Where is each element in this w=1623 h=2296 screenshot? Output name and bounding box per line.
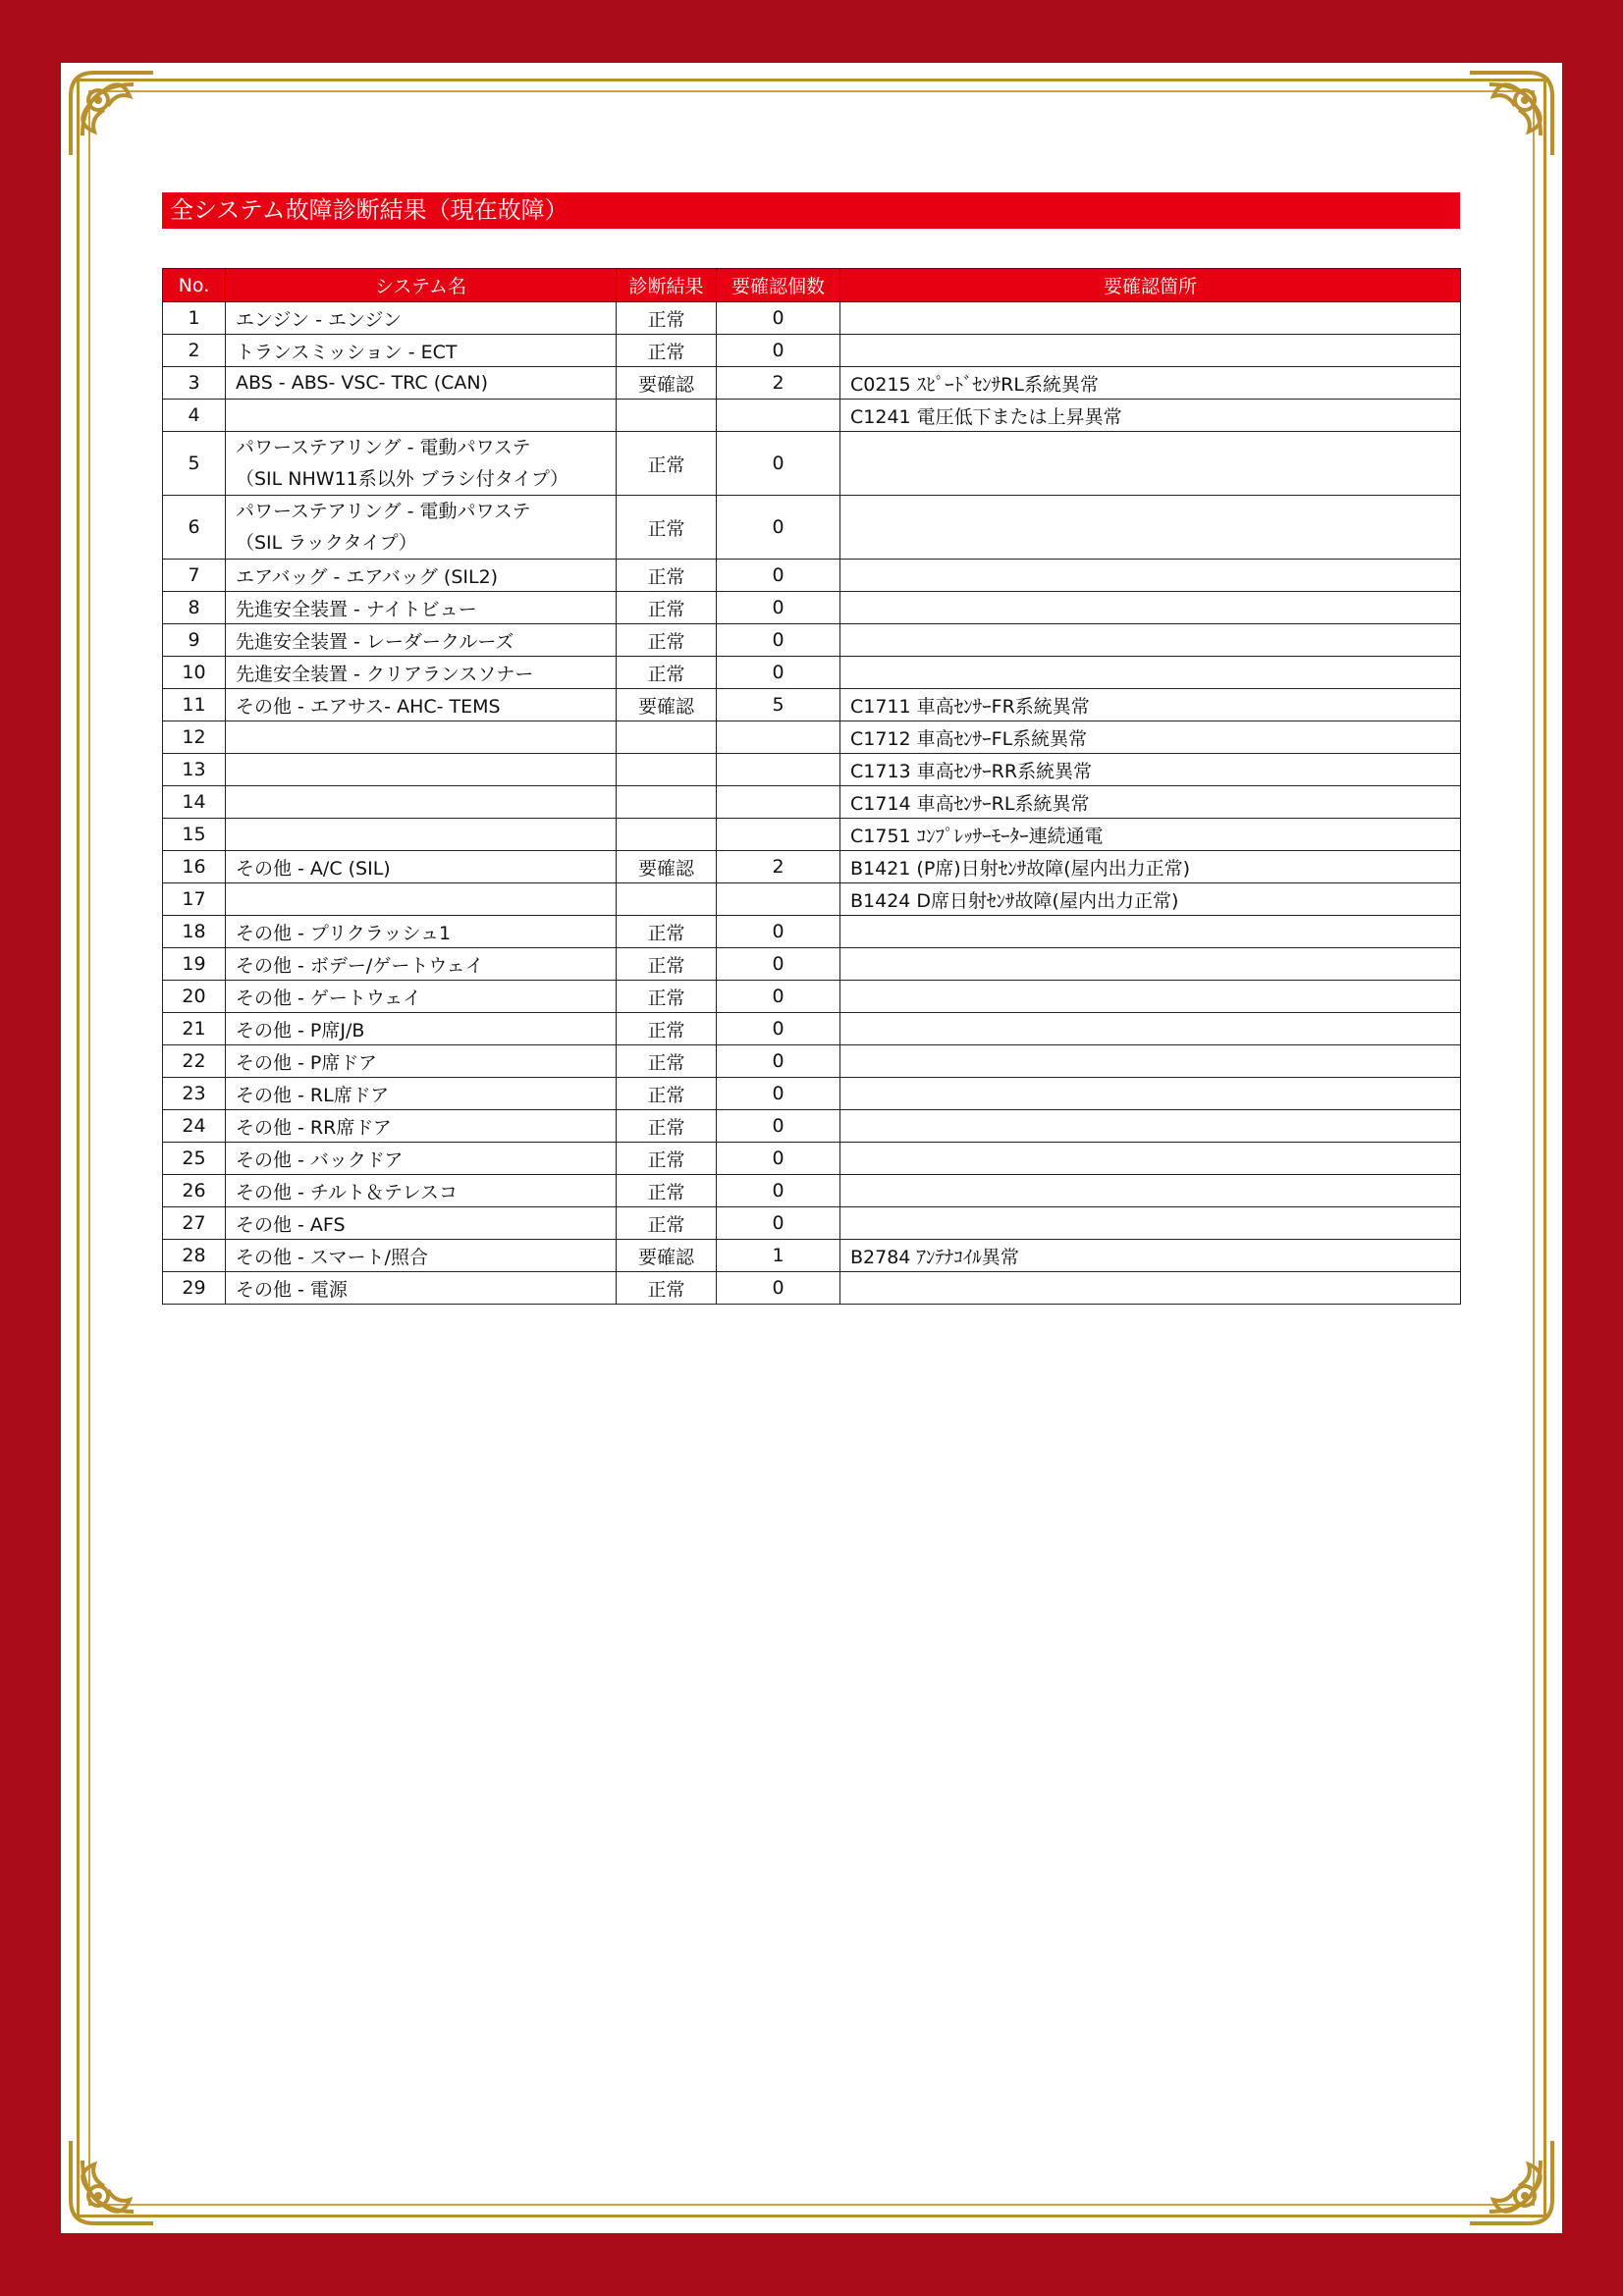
table-row xyxy=(163,432,1461,496)
cell-system: その他 - RL席ドア xyxy=(226,1078,617,1110)
cell-result: 正常 xyxy=(617,1013,717,1045)
cell-system: その他 - バックドア xyxy=(226,1143,617,1175)
cell-system: その他 - チルト＆テレスコ xyxy=(226,1175,617,1207)
table-row xyxy=(163,851,1461,883)
cell-no: 16 xyxy=(163,851,226,883)
table-row xyxy=(163,1078,1461,1110)
cell-location xyxy=(840,1175,1461,1207)
table-header-row xyxy=(163,269,1461,302)
cell-system: その他 - 電源 xyxy=(226,1272,617,1305)
cell-location xyxy=(840,1143,1461,1175)
cell-location xyxy=(840,1272,1461,1305)
cell-system xyxy=(226,883,617,916)
cell-no: 21 xyxy=(163,1013,226,1045)
cell-result: 正常 xyxy=(617,560,717,592)
table-row xyxy=(163,754,1461,786)
cell-system: その他 - スマート/照合 xyxy=(226,1240,617,1272)
cell-count: 0 xyxy=(717,560,840,592)
table-row xyxy=(163,883,1461,916)
cell-result: 正常 xyxy=(617,948,717,981)
ornament-corner-icon xyxy=(1464,67,1558,161)
table-row xyxy=(163,657,1461,689)
cell-count: 0 xyxy=(717,657,840,689)
table-row xyxy=(163,624,1461,657)
cell-system: その他 - エアサス- AHC- TEMS xyxy=(226,689,617,721)
cell-system: 先進安全装置 - ナイトビュー xyxy=(226,592,617,624)
cell-result: 要確認 xyxy=(617,1240,717,1272)
cell-no: 18 xyxy=(163,916,226,948)
cell-system: パワーステアリング - 電動パワステ （SIL ラックタイプ） xyxy=(226,496,617,560)
cell-no: 26 xyxy=(163,1175,226,1207)
cell-count xyxy=(717,786,840,819)
cell-no: 15 xyxy=(163,819,226,851)
report-title: 全システム故障診断結果（現在故障） xyxy=(162,192,1460,229)
cell-location xyxy=(840,335,1461,367)
table-row xyxy=(163,1045,1461,1078)
cell-count: 0 xyxy=(717,335,840,367)
cell-count: 2 xyxy=(717,367,840,400)
cell-count: 0 xyxy=(717,1078,840,1110)
cell-result: 正常 xyxy=(617,1045,717,1078)
cell-count: 0 xyxy=(717,1143,840,1175)
cell-location: B1421 (P席)日射ｾﾝｻ故障(屋内出力正常) xyxy=(840,851,1461,883)
cell-system: 先進安全装置 - クリアランスソナー xyxy=(226,657,617,689)
cell-no: 8 xyxy=(163,592,226,624)
cell-system: トランスミッション - ECT xyxy=(226,335,617,367)
cell-count: 2 xyxy=(717,851,840,883)
cell-location xyxy=(840,948,1461,981)
cell-system: その他 - AFS xyxy=(226,1207,617,1240)
cell-result: 正常 xyxy=(617,432,717,496)
table-row xyxy=(163,1240,1461,1272)
table-row xyxy=(163,689,1461,721)
diagnosis-table xyxy=(162,268,1461,1305)
cell-result xyxy=(617,721,717,754)
cell-result xyxy=(617,400,717,432)
cell-count: 5 xyxy=(717,689,840,721)
table-row xyxy=(163,948,1461,981)
cell-result: 正常 xyxy=(617,624,717,657)
cell-system: その他 - A/C (SIL) xyxy=(226,851,617,883)
cell-location: B1424 D席日射ｾﾝｻ故障(屋内出力正常) xyxy=(840,883,1461,916)
cell-result: 正常 xyxy=(617,981,717,1013)
cell-count: 0 xyxy=(717,916,840,948)
cell-no: 3 xyxy=(163,367,226,400)
cell-no: 4 xyxy=(163,400,226,432)
cell-count xyxy=(717,883,840,916)
table-row xyxy=(163,916,1461,948)
cell-location: C1751 ｺﾝﾌﾟﾚｯｻｰﾓｰﾀｰ連続通電 xyxy=(840,819,1461,851)
table-row xyxy=(163,981,1461,1013)
cell-system xyxy=(226,721,617,754)
cell-no: 29 xyxy=(163,1272,226,1305)
table-row xyxy=(163,1207,1461,1240)
cell-location xyxy=(840,592,1461,624)
cell-no: 1 xyxy=(163,302,226,335)
cell-location: B2784 ｱﾝﾃﾅｺｲﾙ異常 xyxy=(840,1240,1461,1272)
cell-result: 正常 xyxy=(617,1272,717,1305)
cell-result: 要確認 xyxy=(617,367,717,400)
cell-result xyxy=(617,754,717,786)
cell-no: 25 xyxy=(163,1143,226,1175)
cell-no: 13 xyxy=(163,754,226,786)
cell-location: C1713 車高ｾﾝｻｰRR系統異常 xyxy=(840,754,1461,786)
cell-no: 20 xyxy=(163,981,226,1013)
cell-no: 11 xyxy=(163,689,226,721)
cell-system: 先進安全装置 - レーダークルーズ xyxy=(226,624,617,657)
cell-no: 2 xyxy=(163,335,226,367)
cell-result: 正常 xyxy=(617,916,717,948)
cell-no: 23 xyxy=(163,1078,226,1110)
cell-system xyxy=(226,819,617,851)
cell-result xyxy=(617,819,717,851)
cell-no: 10 xyxy=(163,657,226,689)
cell-system xyxy=(226,754,617,786)
cell-location: C1241 電圧低下または上昇異常 xyxy=(840,400,1461,432)
cell-count: 1 xyxy=(717,1240,840,1272)
cell-count: 0 xyxy=(717,624,840,657)
table-row xyxy=(163,592,1461,624)
cell-no: 17 xyxy=(163,883,226,916)
cell-location: C0215 ｽﾋﾟｰﾄﾞｾﾝｻRL系統異常 xyxy=(840,367,1461,400)
table-row xyxy=(163,1143,1461,1175)
cell-count xyxy=(717,819,840,851)
cell-no: 22 xyxy=(163,1045,226,1078)
cell-result: 正常 xyxy=(617,1175,717,1207)
cell-count: 0 xyxy=(717,1207,840,1240)
cell-location xyxy=(840,496,1461,560)
cell-count: 0 xyxy=(717,1175,840,1207)
cell-no: 27 xyxy=(163,1207,226,1240)
header-system: システム名 xyxy=(226,269,617,302)
cell-no: 28 xyxy=(163,1240,226,1272)
cell-no: 9 xyxy=(163,624,226,657)
cell-location: C1711 車高ｾﾝｻｰFR系統異常 xyxy=(840,689,1461,721)
cell-no: 12 xyxy=(163,721,226,754)
cell-no: 7 xyxy=(163,560,226,592)
cell-location xyxy=(840,981,1461,1013)
table-row xyxy=(163,1110,1461,1143)
table-row xyxy=(163,335,1461,367)
cell-count: 0 xyxy=(717,1110,840,1143)
table-row xyxy=(163,1013,1461,1045)
cell-count: 0 xyxy=(717,432,840,496)
cell-result: 正常 xyxy=(617,592,717,624)
table-row xyxy=(163,560,1461,592)
cell-system: その他 - RR席ドア xyxy=(226,1110,617,1143)
cell-location: C1712 車高ｾﾝｻｰFL系統異常 xyxy=(840,721,1461,754)
cell-system: その他 - ボデー/ゲートウェイ xyxy=(226,948,617,981)
cell-count: 0 xyxy=(717,948,840,981)
cell-system: その他 - プリクラッシュ1 xyxy=(226,916,617,948)
table-row xyxy=(163,302,1461,335)
cell-system: エアバッグ - エアバッグ (SIL2) xyxy=(226,560,617,592)
header-count: 要確認個数 xyxy=(717,269,840,302)
cell-location xyxy=(840,1013,1461,1045)
cell-count xyxy=(717,400,840,432)
table-body xyxy=(163,302,1461,1305)
cell-count xyxy=(717,754,840,786)
cell-result xyxy=(617,883,717,916)
ornament-corner-icon xyxy=(65,67,159,161)
header-no: No. xyxy=(163,269,226,302)
cell-count xyxy=(717,721,840,754)
cell-location xyxy=(840,1078,1461,1110)
cell-system: ABS - ABS- VSC- TRC (CAN) xyxy=(226,367,617,400)
cell-no: 14 xyxy=(163,786,226,819)
cell-count: 0 xyxy=(717,592,840,624)
cell-no: 19 xyxy=(163,948,226,981)
cell-location xyxy=(840,657,1461,689)
cell-result: 要確認 xyxy=(617,689,717,721)
cell-system: その他 - P席J/B xyxy=(226,1013,617,1045)
cell-result: 要確認 xyxy=(617,851,717,883)
cell-system xyxy=(226,786,617,819)
table-row xyxy=(163,786,1461,819)
cell-location xyxy=(840,916,1461,948)
cell-location xyxy=(840,432,1461,496)
cell-result: 正常 xyxy=(617,496,717,560)
table-row xyxy=(163,819,1461,851)
cell-system xyxy=(226,400,617,432)
cell-count: 0 xyxy=(717,981,840,1013)
table-row xyxy=(163,721,1461,754)
table-row xyxy=(163,1272,1461,1305)
cell-location xyxy=(840,560,1461,592)
cell-result: 正常 xyxy=(617,1078,717,1110)
cell-count: 0 xyxy=(717,1045,840,1078)
cell-location xyxy=(840,1207,1461,1240)
cell-count: 0 xyxy=(717,1013,840,1045)
cell-system: パワーステアリング - 電動パワステ （SIL NHW11系以外 ブラシ付タイプ） xyxy=(226,432,617,496)
cell-result: 正常 xyxy=(617,1207,717,1240)
cell-result xyxy=(617,786,717,819)
table-row xyxy=(163,1175,1461,1207)
cell-system: その他 - P席ドア xyxy=(226,1045,617,1078)
cell-count: 0 xyxy=(717,1272,840,1305)
table-row xyxy=(163,496,1461,560)
cell-result: 正常 xyxy=(617,657,717,689)
cell-location xyxy=(840,1045,1461,1078)
cell-result: 正常 xyxy=(617,1143,717,1175)
cell-system: その他 - ゲートウェイ xyxy=(226,981,617,1013)
cell-result: 正常 xyxy=(617,1110,717,1143)
cell-no: 24 xyxy=(163,1110,226,1143)
cell-count: 0 xyxy=(717,496,840,560)
cell-count: 0 xyxy=(717,302,840,335)
cell-location xyxy=(840,624,1461,657)
cell-location: C1714 車高ｾﾝｻｰRL系統異常 xyxy=(840,786,1461,819)
cell-result: 正常 xyxy=(617,335,717,367)
table-row xyxy=(163,400,1461,432)
cell-location xyxy=(840,1110,1461,1143)
cell-no: 6 xyxy=(163,496,226,560)
header-location: 要確認箇所 xyxy=(840,269,1461,302)
cell-system: エンジン - エンジン xyxy=(226,302,617,335)
cell-result: 正常 xyxy=(617,302,717,335)
ornament-corner-icon xyxy=(1464,2135,1558,2229)
cell-location xyxy=(840,302,1461,335)
header-result: 診断結果 xyxy=(617,269,717,302)
table-row xyxy=(163,367,1461,400)
ornament-corner-icon xyxy=(65,2135,159,2229)
cell-no: 5 xyxy=(163,432,226,496)
